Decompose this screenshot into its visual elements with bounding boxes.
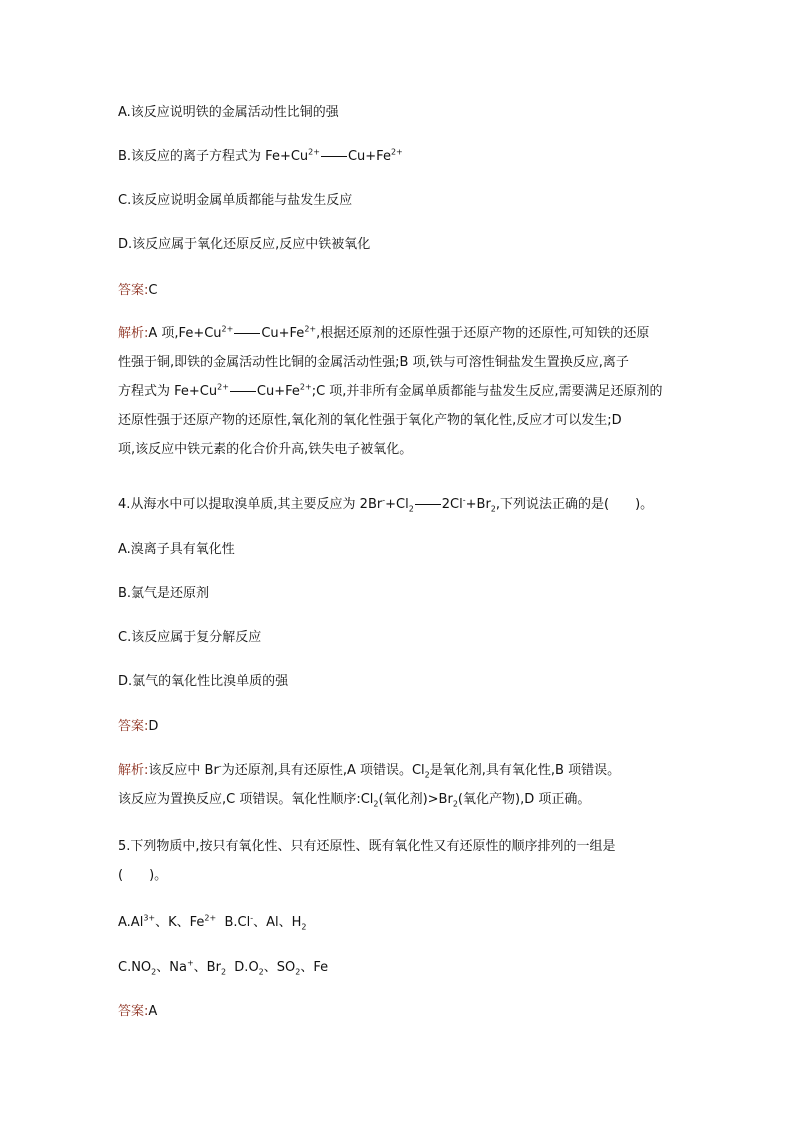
q4-option-d-text: D.氯气的氧化性比溴单质的强	[118, 674, 289, 689]
answer-label: 答案:	[118, 1004, 149, 1019]
q3-option-b	[118, 146, 678, 168]
analysis-text: Cu+Fe	[261, 326, 305, 341]
answer-label: 答案:	[118, 283, 149, 298]
q4-analysis-line-2	[118, 789, 678, 818]
q5-stem-text: 5.下列物质中,按只有氧化性、只有还原性、既有氧化性又有还原性的顺序排列的一组是	[118, 839, 616, 854]
subscript: 2	[452, 799, 458, 809]
q5-options-row-2	[118, 957, 678, 979]
subscript: 2	[408, 504, 414, 514]
analysis-label: 解析:	[118, 763, 149, 778]
subscript: 2	[301, 922, 307, 932]
answer-value: A	[148, 1004, 158, 1019]
q4-option-c	[118, 627, 678, 649]
subscript: 2	[151, 967, 157, 977]
q3-option-b-product: Cu+Fe	[347, 149, 391, 164]
q4-option-b-text: B.氯气是还原剂	[118, 586, 210, 601]
charge-superscript: 2+	[304, 324, 317, 334]
q5-option-text: A.Al	[118, 915, 144, 930]
answer-value: C	[148, 283, 158, 298]
analysis-text: 方程式为 Fe+Cu	[118, 384, 218, 399]
equation-sign	[415, 504, 441, 505]
equation-sign	[230, 391, 256, 392]
q5-option-text: 、Br	[193, 960, 221, 975]
q5-options-row-1	[118, 912, 678, 934]
equation-sign	[321, 156, 347, 157]
answer-value: D	[148, 719, 159, 734]
analysis-text: 还原性强于还原产物的还原性,氧化剂的氧化性强于氧化产物的氧化性,反应才可以发生;D	[118, 413, 622, 428]
q4-option-a-text: A.溴离子具有氧化性	[118, 542, 235, 557]
q4-analysis	[118, 760, 678, 818]
analysis-text: (氧化产物),D 项正确。	[457, 792, 591, 807]
q5-option-text: C.NO	[118, 960, 152, 975]
analysis-text: (氧化剂)>Br	[378, 792, 453, 807]
q5-option-text: 、SO	[263, 960, 296, 975]
charge-superscript: -	[218, 761, 222, 771]
q3-option-d-text: D.该反应属于氧化还原反应,反应中铁被氧化	[118, 237, 371, 252]
q4-option-a	[118, 539, 678, 561]
q3-answer	[118, 280, 678, 302]
q4-stem-text: ,下列说法正确的是( )。	[495, 497, 654, 512]
q3-option-c	[118, 190, 678, 212]
q3-option-c-text: C.该反应说明金属单质都能与盐发生反应	[118, 193, 353, 208]
q4-stem-text: +Br	[465, 497, 491, 512]
q4-analysis-line-1	[118, 760, 678, 789]
q5-option-text: 、Al、H	[253, 915, 302, 930]
charge-superscript: -	[382, 495, 386, 505]
q5-stem-text: ( )。	[118, 868, 168, 883]
q5-answer	[118, 1001, 678, 1023]
q5-stem	[118, 836, 678, 894]
q3-option-a	[118, 102, 678, 124]
q4-option-b	[118, 583, 678, 605]
charge-superscript: -	[250, 913, 254, 923]
q3-analysis-line-3	[118, 381, 678, 410]
q3-analysis-line-5	[118, 439, 678, 468]
analysis-text: A 项,Fe+Cu	[148, 326, 222, 341]
q3-option-b-text: B.该反应的离子方程式为 Fe+Cu	[118, 149, 309, 164]
charge-superscript: 3+	[143, 913, 156, 923]
analysis-label: 解析:	[118, 326, 149, 341]
q3-option-a-text: A.该反应说明铁的金属活动性比铜的强	[118, 105, 339, 120]
q4-stem-text: 2Cl	[441, 497, 463, 512]
q4-stem	[118, 494, 678, 516]
q3-analysis-line-1	[118, 323, 678, 352]
charge-superscript: 2+	[217, 382, 229, 392]
charge-superscript: -	[462, 495, 466, 505]
q5-option-text: 、Fe	[300, 960, 329, 975]
q5-stem-line-2	[118, 865, 678, 894]
charge-superscript: 2+	[221, 324, 234, 334]
charge-superscript: 2+	[204, 913, 217, 923]
q3-analysis	[118, 323, 678, 468]
analysis-text: 项,该反应中铁元素的化合价升高,铁失电子被氧化。	[118, 442, 413, 457]
analysis-text: ;C 项,并非所有金属单质都能与盐发生反应,需要满足还原剂的	[311, 384, 663, 399]
analysis-text: 是氧化剂,具有氧化性,B 项错误。	[429, 763, 621, 778]
q5-option-text: 、K、Fe	[155, 915, 205, 930]
q5-option-text: D.O	[226, 960, 259, 975]
analysis-text: 为还原剂,具有还原性,A 项错误。Cl	[221, 763, 425, 778]
charge-superscript: 2+	[390, 147, 403, 157]
q5-option-text: B.Cl	[216, 915, 251, 930]
equation-sign	[234, 333, 260, 334]
analysis-text: 该反应为置换反应,C 项错误。氧化性顺序:Cl	[118, 792, 374, 807]
charge-superscript: 2+	[308, 147, 320, 157]
q4-stem-text: +Cl	[385, 497, 409, 512]
analysis-text: ,根据还原剂的还原性强于还原产物的还原性,可知铁的还原	[316, 326, 650, 341]
q3-analysis-line-2	[118, 352, 678, 381]
q3-option-d	[118, 234, 678, 256]
q4-stem-text: 4.从海水中可以提取溴单质,其主要反应为 2Br	[118, 497, 383, 512]
q5-stem-line-1	[118, 836, 678, 865]
charge-superscript: +	[186, 958, 194, 968]
charge-superscript: 2+	[299, 382, 312, 392]
q3-analysis-line-4	[118, 410, 678, 439]
q5-option-text: 、Na	[156, 960, 187, 975]
subscript: 2	[490, 504, 496, 514]
analysis-text: 性强于铜,即铁的金属活动性比铜的金属活动性强;B 项,铁与可溶性铜盐发生置换反应,离子	[118, 355, 629, 370]
subscript: 2	[220, 967, 227, 977]
analysis-text: Cu+Fe	[256, 384, 300, 399]
subscript: 2	[373, 799, 379, 809]
q4-option-d	[118, 671, 678, 693]
q4-answer	[118, 716, 678, 738]
subscript: 2	[295, 967, 301, 977]
q4-option-c-text: C.该反应属于复分解反应	[118, 630, 262, 645]
answer-label: 答案:	[118, 719, 149, 734]
analysis-text: 该反应中 Br	[148, 763, 219, 778]
subscript: 2	[258, 967, 264, 977]
subscript: 2	[424, 770, 430, 780]
